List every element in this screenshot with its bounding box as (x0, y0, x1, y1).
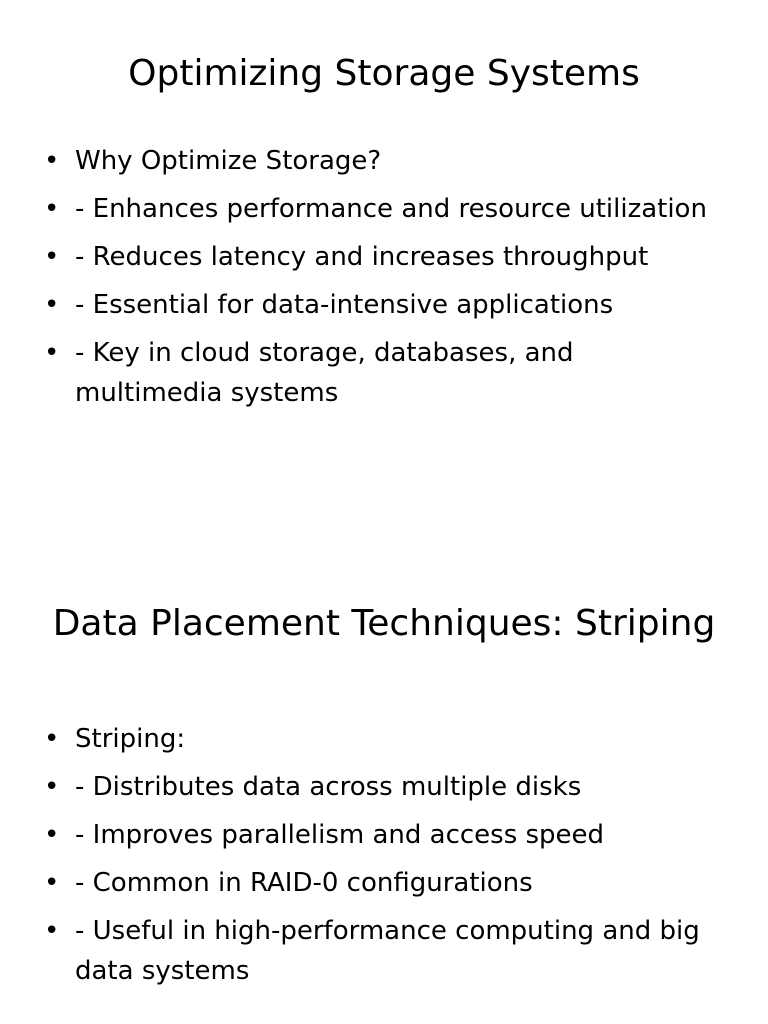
bullet-text: - Enhances performance and resource utilization (75, 194, 707, 224)
bullet-item (44, 141, 728, 181)
bullet-item (44, 237, 728, 277)
bullet-item (44, 333, 728, 413)
bullet-text: Striping: (75, 724, 186, 754)
bullet-dot-icon: • (44, 916, 60, 946)
bullet-text: Why Optimize Storage? (75, 146, 382, 176)
slide-data-placement-striping (0, 512, 768, 1024)
bullet-dot-icon: • (44, 772, 60, 802)
bullet-item (44, 719, 728, 759)
bullet-dot-icon: • (44, 290, 60, 320)
bullet-dot-icon: • (44, 724, 60, 754)
bullet-dot-icon: • (44, 868, 60, 898)
bullet-list (44, 141, 728, 421)
bullet-item (44, 815, 728, 855)
bullet-item (44, 863, 728, 903)
bullet-dot-icon: • (44, 338, 60, 368)
bullet-dot-icon: • (44, 146, 60, 176)
slide-title: Data Placement Techniques: Striping (52, 603, 716, 644)
bullet-text: - Essential for data-intensive applications (75, 290, 614, 320)
bullet-item (44, 285, 728, 325)
bullet-text: - Key in cloud storage, databases, and multimedia systems (75, 338, 574, 408)
bullet-text: - Reduces latency and increases throughput (75, 242, 649, 272)
bullet-text: - Distributes data across multiple disks (75, 772, 582, 802)
bullet-dot-icon: • (44, 242, 60, 272)
bullet-item (44, 767, 728, 807)
bullet-item (44, 189, 728, 229)
slide-title: Optimizing Storage Systems (128, 53, 640, 94)
bullet-dot-icon: • (44, 820, 60, 850)
bullet-text: - Improves parallelism and access speed (75, 820, 605, 850)
bullet-text: - Common in RAID-0 configurations (75, 868, 533, 898)
bullet-dot-icon: • (44, 194, 60, 224)
bullet-item (44, 911, 728, 991)
bullet-list (44, 719, 728, 999)
bullet-text: - Useful in high-performance computing and big data systems (75, 916, 700, 986)
